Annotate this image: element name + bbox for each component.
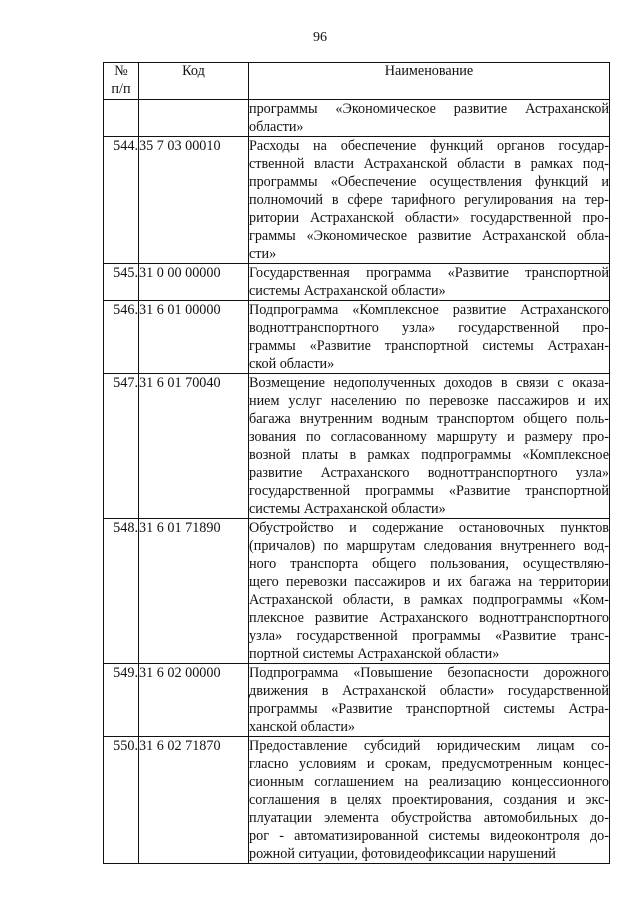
row-name-line: плексное развитие Астраханского водноттранспортного [249, 610, 609, 626]
row-name-line: программы «Обеспечение осуществления функций и [249, 174, 609, 190]
row-name-line: нием услуг населению по перевозке пассажиров и их [249, 393, 609, 409]
table-row [104, 264, 610, 301]
row-name-line: зования по согласованному маршруту и размеру про- [249, 429, 609, 445]
table-row [104, 519, 610, 664]
row-name-line: движения в Астраханской области» государственной [249, 683, 609, 699]
table-row [104, 100, 610, 137]
row-name-line: Подпрограмма «Повышение безопасности дорожного [249, 665, 609, 681]
table-row [104, 664, 610, 737]
row-name-line: программы «Экономическое развитие Астраханской [249, 101, 609, 117]
row-name-line: портной системы Астраханской области» [249, 646, 500, 662]
row-code: 31 0 00 00000 [139, 264, 249, 301]
header-number-symbol: № [114, 63, 128, 79]
row-name-line: возной платы в рамках подпрограммы «Комплексное [249, 447, 609, 463]
row-name-line: ственной власти Астраханской области в рамках под- [249, 156, 609, 172]
row-name-line: Расходы на обеспечение функций органов государ- [249, 138, 609, 154]
budget-code-table [103, 62, 610, 864]
row-number: 550. [104, 737, 139, 864]
row-name-line: полномочий в сфере тарифного регулирования на тер- [249, 192, 609, 208]
row-name-line: ханской области» [249, 719, 356, 735]
row-name-line: щего перевозки пассажиров и их багажа на территории [249, 574, 609, 590]
table-header-row [104, 63, 610, 100]
row-name-line: соглашения в целях проектирования, создания и экс- [249, 792, 609, 808]
row-name-line: системы Астраханской области» [249, 283, 446, 299]
header-number-abbrev: п/п [111, 81, 131, 97]
row-name-line: Астраханской области, в рамках подпрограммы «Ком- [249, 592, 609, 608]
row-name-line: гласно условиям и срокам, предусмотренным концес- [249, 756, 609, 772]
table-row [104, 137, 610, 264]
row-name [249, 100, 610, 137]
row-name-line: рожной ситуации, фотовидеофиксации нарушений [249, 846, 556, 862]
row-name [249, 664, 610, 737]
table-row [104, 737, 610, 864]
header-code: Код [139, 63, 249, 100]
row-name-line: багажа внутренним водным транспортом общего поль- [249, 411, 609, 427]
table-row [104, 301, 610, 374]
row-name-line: (причалов) по маршрутам следования внутреннего вод- [249, 538, 609, 554]
row-name-line: Обустройство и содержание остановочных пунктов [249, 520, 609, 536]
row-name-line: Предоставление субсидий юридическим лицам со- [249, 738, 609, 754]
header-name: Наименование [249, 63, 610, 100]
row-code: 31 6 01 71890 [139, 519, 249, 664]
row-name-line: развитие Астраханского водноттранспортного узла» [249, 465, 609, 481]
row-code [139, 100, 249, 137]
row-name-line: граммы «Развитие транспортной системы Астрахан- [249, 338, 609, 354]
row-name-line: сти» [249, 246, 277, 262]
row-name-line: программы «Развитие транспортной системы Астра- [249, 701, 609, 717]
row-name-line: государственной программы «Развитие транспортной [249, 483, 609, 499]
row-code: 31 6 02 71870 [139, 737, 249, 864]
row-name-line: водноттранспортного узла» государственной про- [249, 320, 609, 336]
row-number: 549. [104, 664, 139, 737]
row-name-line: ного транспорта общего пользования, осуществляю- [249, 556, 609, 572]
row-name-line: сионным соглашением на реализацию концессионного [249, 774, 609, 790]
row-name-line: узла» государственной программы «Развитие транс- [249, 628, 609, 644]
row-name [249, 301, 610, 374]
row-name-line: ритории Астраханской области» государственной про- [249, 210, 609, 226]
row-code: 31 6 01 70040 [139, 374, 249, 519]
table-body [104, 100, 610, 864]
row-name [249, 137, 610, 264]
row-name [249, 264, 610, 301]
row-number [104, 100, 139, 137]
row-name-line: плуатации элемента обустройства автомобильных до- [249, 810, 609, 826]
row-name [249, 737, 610, 864]
row-code: 31 6 01 00000 [139, 301, 249, 374]
row-number: 546. [104, 301, 139, 374]
row-name [249, 519, 610, 664]
table-row [104, 374, 610, 519]
row-number: 547. [104, 374, 139, 519]
row-name-line: Государственная программа «Развитие транспортной [249, 265, 609, 281]
row-name-line: рог - автоматизированной системы видеоконтроля до- [249, 828, 609, 844]
row-name-line: области» [249, 119, 304, 135]
row-number: 545. [104, 264, 139, 301]
row-code: 35 7 03 00010 [139, 137, 249, 264]
row-name-line: граммы «Экономическое развитие Астраханской обла- [249, 228, 609, 244]
row-number: 548. [104, 519, 139, 664]
row-number: 544. [104, 137, 139, 264]
header-number [104, 63, 139, 100]
page-number: 96 [313, 30, 327, 45]
row-name-line: Возмещение недополученных доходов в связи с оказа- [249, 375, 609, 391]
row-name-line: Подпрограмма «Комплексное развитие Астраханского [249, 302, 609, 318]
row-name [249, 374, 610, 519]
row-name-line: ской области» [249, 356, 335, 372]
row-code: 31 6 02 00000 [139, 664, 249, 737]
row-name-line: системы Астраханской области» [249, 501, 446, 517]
